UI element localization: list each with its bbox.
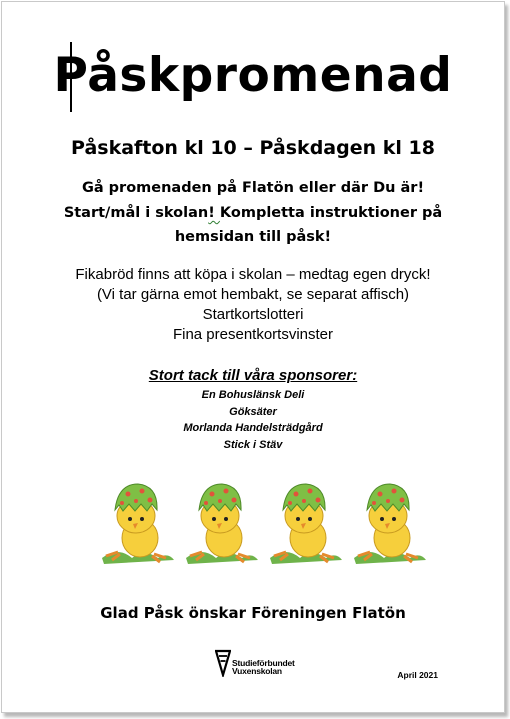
logo-line-2: Vuxenskolan (232, 666, 282, 676)
info-line-3: Startkortslotteri (202, 306, 304, 323)
greeting: Glad Påsk önskar Föreningen Flatön (100, 604, 406, 622)
logo-line-1: Studieförbundet (232, 658, 295, 668)
instructions-line-1: Gå promenaden på Flatön eller där Du är! (81, 180, 425, 196)
start-text: Start/mål i skolan (63, 205, 209, 221)
info-line-2: (Vi tar gärna emot hembakt, se separat affisch) (96, 286, 410, 303)
vuxenskolan-logo-icon (215, 647, 231, 677)
sponsors-heading: Stort tack till våra sponsorer: (148, 367, 358, 384)
info-line-1: Fikabröd finns att köpa i skolan – medtag egen dryck! (75, 266, 431, 283)
chick-image (98, 474, 176, 566)
vuxenskolan-logo (215, 647, 315, 677)
page-title: Påskpromenad (53, 48, 453, 103)
document-page (1, 1, 505, 713)
sponsor-3: Morlanda Handelsträdgård (183, 422, 323, 434)
sponsor-4: Stick i Stäv (223, 439, 283, 451)
sponsor-2: Göksäter (229, 406, 277, 418)
spellcheck-mark: ! (208, 205, 220, 221)
instructions-line-3: hemsidan till påsk! (174, 229, 332, 245)
instructions-line-2 (2, 205, 504, 221)
logo-text (232, 659, 295, 675)
instructions-text: Kompletta instruktioner på (219, 205, 443, 221)
chick-image (266, 474, 344, 566)
easter-chicks (98, 474, 428, 566)
date-label: April 2021 (397, 670, 438, 680)
info-line-4: Fina presentkortsvinster (172, 326, 334, 343)
sponsor-1: En Bohuslänsk Deli (201, 389, 305, 401)
chick-image (182, 474, 260, 566)
event-dates: Påskafton kl 10 – Påskdagen kl 18 (71, 137, 435, 159)
chick-image (350, 474, 428, 566)
